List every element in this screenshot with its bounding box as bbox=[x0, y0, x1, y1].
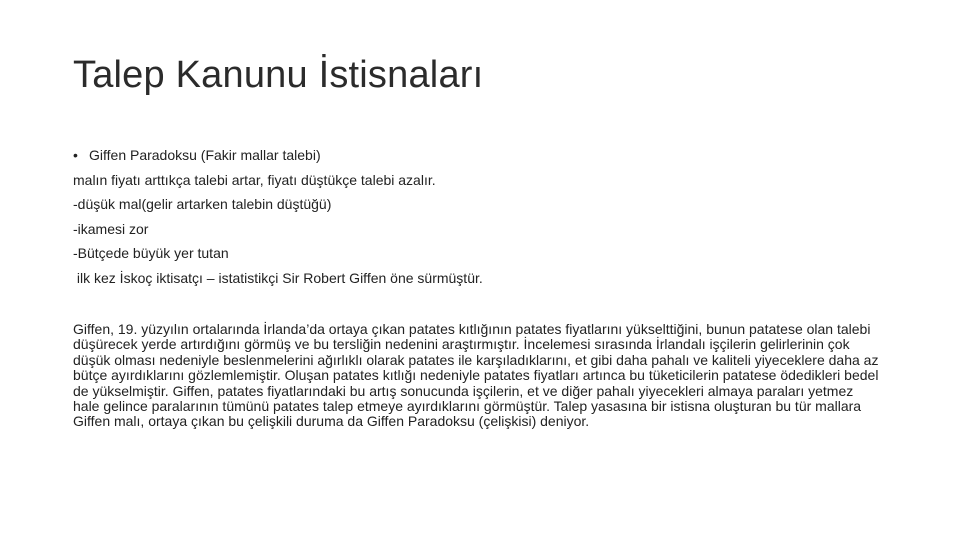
bullet-item bbox=[73, 143, 913, 168]
text-line: ilk kez İskoç iktisatçı – istatistikçi Sir Robert Giffen öne sürmüştür. bbox=[73, 269, 483, 286]
bullet-text: Giffen Paradoksu (Fakir mallar talebi) bbox=[89, 147, 321, 163]
text-line: -düşük mal(gelir artarken talebin düştüğü) bbox=[73, 196, 332, 212]
slide-title: Talep Kanunu İstisnaları bbox=[73, 54, 484, 96]
text-line: -Bütçede büyük yer tutan bbox=[73, 245, 229, 261]
text-line: -ikamesi zor bbox=[73, 220, 149, 237]
bullet-icon: • bbox=[73, 147, 78, 163]
body-paragraph: Giffen, 19. yüzyılın ortalarında İrlanda’da ortaya çıkan patates kıtlığının patates fiyatlarını yükselttiğini, bunun patatese olan talebi düşürecek yerde artırdığını görmüş ve bu tersliğin nedenini araştırmıştır. İncelemesi sırasında İrlandalı işçilerin gelirlerinin çok düşük olması nedeniyle beslenmelerini ağırlıklı olarak patates ile karşıladıklarını, et gibi daha pahalı ve kaliteli yiyeceklere daha az bütçe ayırdıklarını gözlemlemiştir. Oluşan patates kıtlığı nedeniyle patates fiyatları artınca bu tüketicilerin patatese ödedikleri bedel de yükselmiştir. Giffen, patates fiyatlarındaki bu artış sonucunda işçilerin, et ve diğer pahalı yiyecekleri almaya paraları yetmez hale gelince paralarının tümünü patates talep etmeye ayırdıklarını görmüştür. Talep yasasına bir istisna oluşturan bu tür mallara Giffen malı, ortaya çıkan bu çelişkili duruma da Giffen Paradoksu (çelişkisi) deniyor. bbox=[73, 321, 879, 430]
text-line: malın fiyatı arttıkça talebi artar, fiyatı düştükçe talebi azalır. bbox=[73, 171, 436, 188]
bullet-list bbox=[73, 143, 913, 290]
